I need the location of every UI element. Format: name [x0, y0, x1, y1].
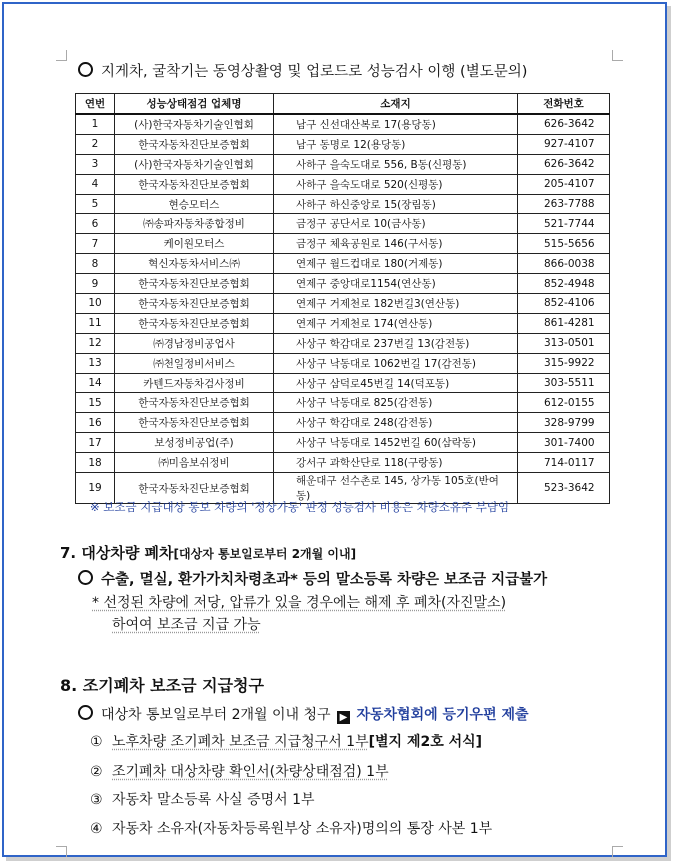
- cell-company: (사)한국자동차기술인협회: [115, 114, 274, 134]
- section7-heading: [60, 542, 356, 563]
- list-item-text: 자동차 소유자(자동차등록원부상 소유자)명의의 통장 사본 1부: [112, 821, 493, 837]
- table-row: [76, 154, 610, 174]
- list-item: [90, 789, 315, 809]
- cell-company: (사)한국자동차기술인협회: [115, 154, 274, 174]
- cell-no: 2: [76, 134, 115, 154]
- list-item: [90, 731, 482, 751]
- table-row: [76, 333, 610, 353]
- cell-company: ㈜송파자동차종합정비: [115, 214, 274, 234]
- section7-title: 7. 대상차량 폐차: [60, 544, 174, 562]
- cell-no: 1: [76, 114, 115, 134]
- cell-phone: 515-5656: [518, 234, 610, 254]
- cell-phone: 303-5511: [518, 373, 610, 393]
- table-row: [76, 313, 610, 333]
- section7-bullet-text: 수출, 멸실, 환가가치차령초과* 등의 말소등록 차량은 보조금 지급불가: [101, 572, 548, 588]
- table-row: [76, 294, 610, 314]
- margin-corner-bottom-right: [612, 846, 623, 857]
- cell-company: 한국자동차진단보증협회: [115, 174, 274, 194]
- cell-no: 9: [76, 274, 115, 294]
- cell-company: 한국자동차진단보증협회: [115, 413, 274, 433]
- cell-address: 사하구 하신중앙로 15(장림동): [274, 194, 518, 214]
- cell-no: 11: [76, 313, 115, 333]
- list-item-number: ③: [90, 792, 103, 808]
- table-row: [76, 254, 610, 274]
- header-no: 연번: [76, 94, 115, 115]
- cell-no: 5: [76, 194, 115, 214]
- cell-company: ㈜천일정비서비스: [115, 353, 274, 373]
- cell-phone: 313-0501: [518, 333, 610, 353]
- cell-address: 남구 신선대산복로 17(용당동): [274, 114, 518, 134]
- list-item-text: 노후차량 조기폐차 보조금 지급청구서 1부: [112, 734, 369, 750]
- cell-no: 6: [76, 214, 115, 234]
- cell-no: 12: [76, 333, 115, 353]
- cell-phone: 328-9799: [518, 413, 610, 433]
- list-item-extra: [별지 제2호 서식]: [368, 734, 483, 750]
- table-row: [76, 413, 610, 433]
- cell-company: 케이원모터스: [115, 234, 274, 254]
- cell-phone: 626-3642: [518, 114, 610, 134]
- cell-no: 7: [76, 234, 115, 254]
- table-row: [76, 274, 610, 294]
- table-row: [76, 393, 610, 413]
- cell-address: 사하구 을숙도대로 556, B동(신평동): [274, 154, 518, 174]
- section8-bullet-highlight: 자동차협회에 등기우편 제출: [356, 707, 529, 723]
- cell-company: 현승모터스: [115, 194, 274, 214]
- cell-address: 사상구 낙동대로 1452번길 60(삼락동): [274, 433, 518, 453]
- cell-company: 한국자동차진단보증협회: [115, 393, 274, 413]
- cell-no: 14: [76, 373, 115, 393]
- section7-note-line1: * 선정된 차량에 저당, 압류가 있을 경우에는 해제 후 폐차(자진말소): [92, 595, 507, 611]
- cell-company: 한국자동차진단보증협회: [115, 313, 274, 333]
- arrow-right-icon: ▶: [337, 711, 350, 724]
- subsidy-note: ※ 보조금 지급대상 통보 차량의 '정상가동' 판정 성능검사 비용은 차량소유주 부담임: [90, 500, 510, 514]
- table-row: [76, 453, 610, 473]
- cell-phone: 861-4281: [518, 313, 610, 333]
- table-row: [76, 373, 610, 393]
- list-item: [90, 761, 389, 781]
- list-item-text: 자동차 말소등록 사실 증명서 1부: [112, 792, 315, 808]
- table-row: [76, 134, 610, 154]
- cell-company: ㈜경남정비공업사: [115, 333, 274, 353]
- cell-address: 연제구 중앙대로1154(연산동): [274, 274, 518, 294]
- list-item-text: 조기폐차 대상차량 확인서(차량상태점검) 1부: [112, 764, 389, 780]
- cell-phone: 523-3642: [518, 473, 610, 504]
- table-row: [76, 234, 610, 254]
- cell-no: 13: [76, 353, 115, 373]
- margin-corner-top-left: [56, 50, 67, 61]
- page-shadow-bottom: [6, 857, 671, 861]
- cell-address: 강서구 과학산단로 118(구랑동): [274, 453, 518, 473]
- cell-address: 금정구 체육공원로 146(구서동): [274, 234, 518, 254]
- cell-address: 사상구 학감대로 237번길 13(감전동): [274, 333, 518, 353]
- list-item-number: ④: [90, 821, 103, 837]
- cell-no: 19: [76, 473, 115, 504]
- list-item-number: ①: [90, 734, 103, 750]
- cell-company: 카텐드자동차검사정비: [115, 373, 274, 393]
- table-row: [76, 114, 610, 134]
- header-phone: 전화번호: [518, 94, 610, 115]
- table-row: [76, 353, 610, 373]
- cell-no: 8: [76, 254, 115, 274]
- cell-company: 한국자동차진단보증협회: [115, 294, 274, 314]
- cell-address: 사상구 학감대로 248(감전동): [274, 413, 518, 433]
- cell-address: 금정구 공단서로 10(금사동): [274, 214, 518, 234]
- section8-bullet-text: 대상차 통보일로부터 2개월 이내 청구: [101, 707, 331, 723]
- list-item: [90, 818, 492, 838]
- cell-company: 보성정비공업(주): [115, 433, 274, 453]
- intro-text: 지게차, 굴착기는 동영상촬영 및 업로드로 성능검사 이행 (별도문의): [101, 64, 528, 80]
- cell-phone: 852-4106: [518, 294, 610, 314]
- cell-phone: 714-0117: [518, 453, 610, 473]
- cell-no: 4: [76, 174, 115, 194]
- list-item-number: ②: [90, 764, 103, 780]
- cell-phone: 866-0038: [518, 254, 610, 274]
- section8-title: 8. 조기폐차 보조금 지급청구: [60, 676, 264, 695]
- header-address: 소재지: [274, 94, 518, 115]
- page-shadow-right: [667, 6, 671, 859]
- table-header-row: [76, 94, 610, 115]
- table-row: [76, 214, 610, 234]
- section7-note-line2: 하여여 보조금 지급 가능: [112, 617, 261, 633]
- cell-phone: 205-4107: [518, 174, 610, 194]
- cell-phone: 852-4948: [518, 274, 610, 294]
- cell-phone: 315-9922: [518, 353, 610, 373]
- table-row: [76, 433, 610, 453]
- cell-address: 해운대구 선수촌로 145, 상가동 105호(반여동): [274, 473, 518, 504]
- section7-bullet: [78, 568, 547, 589]
- cell-phone: 521-7744: [518, 214, 610, 234]
- table-row: [76, 174, 610, 194]
- cell-address: 연제구 거제천로 174(연산동): [274, 313, 518, 333]
- section7-subtitle: [대상자 통보일로부터 2개월 이내]: [173, 547, 357, 561]
- cell-company: ㈜미음보쉬정비: [115, 453, 274, 473]
- cell-address: 연제구 거제천로 182번길3(연산동): [274, 294, 518, 314]
- header-company: 성능상태점검 업체명: [115, 94, 274, 115]
- cell-no: 17: [76, 433, 115, 453]
- cell-phone: 927-4107: [518, 134, 610, 154]
- cell-company: 한국자동차진단보증협회: [115, 274, 274, 294]
- cell-address: 사상구 낙동대로 1062번길 17(감전동): [274, 353, 518, 373]
- table-row: [76, 194, 610, 214]
- inspection-table: [75, 93, 610, 504]
- cell-no: 15: [76, 393, 115, 413]
- cell-no: 3: [76, 154, 115, 174]
- circle-bullet-icon: [78, 570, 93, 585]
- cell-address: 연제구 월드컵대로 180(거제동): [274, 254, 518, 274]
- cell-phone: 626-3642: [518, 154, 610, 174]
- cell-address: 사상구 삼덕로45번길 14(덕포동): [274, 373, 518, 393]
- cell-address: 사상구 낙동대로 825(감전동): [274, 393, 518, 413]
- table-body: [76, 114, 610, 504]
- cell-phone: 263-7788: [518, 194, 610, 214]
- margin-corner-top-right: [612, 50, 623, 61]
- cell-phone: 612-0155: [518, 393, 610, 413]
- cell-no: 16: [76, 413, 115, 433]
- cell-company: 혁신자동차서비스㈜: [115, 254, 274, 274]
- cell-no: 18: [76, 453, 115, 473]
- circle-bullet-icon: [78, 62, 93, 77]
- cell-phone: 301-7400: [518, 433, 610, 453]
- cell-address: 남구 동명로 12(용당동): [274, 134, 518, 154]
- intro-line: [78, 60, 527, 81]
- circle-bullet-icon: [78, 705, 93, 720]
- section8-bullet: [78, 704, 529, 724]
- cell-company: 한국자동차진단보증협회: [115, 134, 274, 154]
- cell-address: 사하구 을숙도대로 520(신평동): [274, 174, 518, 194]
- cell-no: 10: [76, 294, 115, 314]
- margin-corner-bottom-left: [56, 846, 67, 857]
- cell-company: 한국자동차진단보증협회: [115, 473, 274, 504]
